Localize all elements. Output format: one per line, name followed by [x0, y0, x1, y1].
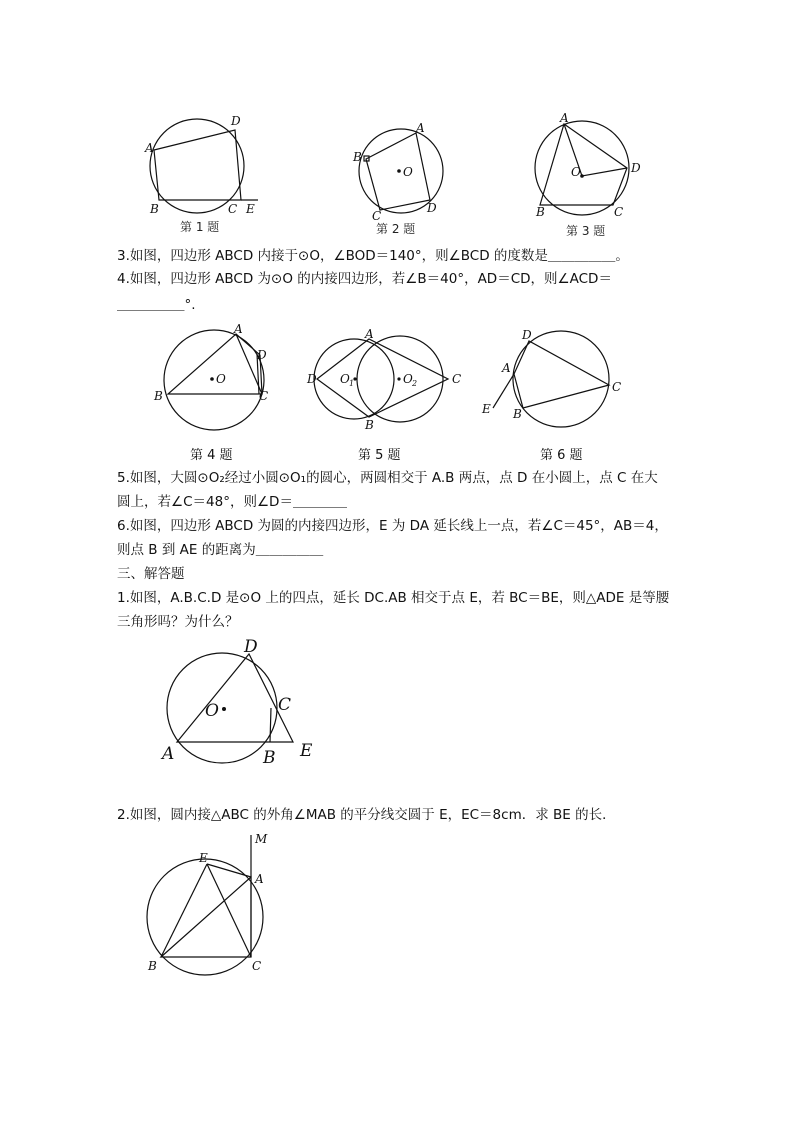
question-6-line-1: 6.如图，四边形 ABCD 为圆的内接四边形，E 为 DA 延长线上一点，若∠C＝45°，AB＝4， [117, 518, 668, 534]
fig2-label-a: A [416, 121, 425, 135]
figure-5-center-o2 [397, 377, 400, 380]
fig5-label-c: C [452, 372, 462, 386]
figure-4-svg [150, 322, 280, 432]
figure-5 [305, 327, 465, 432]
fig4-label-a: A [234, 322, 243, 336]
fig2-label-o: O [403, 165, 413, 179]
fig5-label-o1: O [340, 372, 350, 386]
question-3: 3.如图，四边形 ABCD 内接于⊙O，∠BOD＝140°，则∠BCD 的度数是＿＿＿＿＿。 [117, 248, 629, 264]
fig8-label-a: A [255, 872, 264, 886]
answer-question-1-line-1: 1.如图，A.B.C.D 是⊙O 上的四点，延长 DC.AB 相交于点 E，若 BC＝BE，则△ADE 是等腰 [117, 590, 670, 606]
fig7-label-b: B [263, 748, 276, 768]
fig3-label-o: O [571, 165, 581, 179]
figure-6-svg [478, 325, 628, 425]
question-4-line-2: ＿＿＿＿＿°. [117, 297, 196, 313]
figure-3-svg [530, 112, 650, 222]
fig4-label-o: O [216, 372, 226, 386]
figure-8-triangle-abc [161, 877, 251, 957]
question-5-line-2: 圆上，若∠C＝48°，则∠D＝＿＿＿＿ [117, 494, 347, 510]
figure-7-circle [167, 653, 277, 763]
fig6-label-d: D [522, 328, 532, 342]
section-title: 三、解答题 [117, 566, 185, 582]
fig1-label-e: E [246, 202, 255, 216]
answer-question-2: 2.如图，圆内接△ABC 的外角∠MAB 的平分线交圆于 E，EC＝8cm．求 BE 的长． [117, 807, 616, 823]
fig8-label-b: B [148, 959, 157, 973]
question-4-line-1: 4.如图，四边形 ABCD 为⊙O 的内接四边形，若∠B＝40°，AD＝CD，则∠ACD＝ [117, 271, 612, 287]
question-6-line-2: 则点 B 到 AE 的距离为＿＿＿＿＿ [117, 542, 324, 558]
fig5-label-d: D [307, 372, 317, 386]
figure-7-segment-bc [270, 708, 271, 742]
figure-8 [140, 830, 280, 980]
figure-1-circle [150, 119, 244, 213]
fig1-label-a: A [145, 141, 154, 155]
fig1-label-d: D [231, 114, 241, 128]
figure-7 [160, 632, 330, 772]
fig4-label-c: C [259, 389, 269, 403]
fig5-label-b: B [365, 418, 374, 432]
fig3-label-c: C [614, 205, 624, 219]
fig5-label-a: A [365, 327, 374, 341]
fig8-label-c: C [252, 959, 262, 973]
caption-fig3: 第 3 题 [566, 224, 606, 238]
figure-1-svg [140, 108, 270, 218]
fig2-label-b: B [353, 150, 362, 164]
fig3-label-b: B [536, 205, 545, 219]
caption-fig1: 第 1 题 [180, 220, 220, 234]
fig4-label-d: D [257, 348, 267, 362]
figure-7-center-dot [222, 707, 226, 711]
fig4-label-b: B [154, 389, 163, 403]
figure-4-center-dot [210, 377, 214, 381]
figure-2 [350, 120, 450, 223]
fig8-label-m: M [255, 832, 268, 846]
figure-8-segment-ea [207, 864, 251, 877]
fig6-label-b: B [513, 407, 522, 421]
figure-4 [150, 322, 280, 432]
fig2-label-c: C [372, 209, 382, 223]
fig6-label-e: E [482, 402, 491, 416]
fig7-label-c: C [278, 695, 292, 715]
fig6-label-a: A [502, 361, 511, 375]
fig6-label-c: C [612, 380, 622, 394]
figure-8-segment-be [161, 864, 207, 957]
answer-question-1-line-2: 三角形吗？为什么？ [117, 614, 239, 630]
figure-6-quadrilateral [514, 341, 609, 408]
fig5-label-o1-sub: 1 [349, 379, 355, 388]
caption-fig4: 第 4 题 [190, 448, 233, 463]
figure-6-extension-ae [493, 374, 514, 408]
figure-3 [530, 112, 650, 222]
fig5-label-o2: O [403, 372, 413, 386]
caption-fig5: 第 5 题 [358, 448, 401, 463]
fig7-label-e: E [300, 741, 313, 761]
fig2-label-d: D [427, 201, 437, 215]
fig1-label-c: C [228, 202, 238, 216]
figure-1-quadrilateral [154, 130, 241, 200]
figure-2-svg [350, 120, 450, 223]
caption-fig6: 第 6 题 [540, 448, 583, 463]
fig3-label-a: A [560, 111, 569, 125]
question-5-line-1: 5.如图，大圆⊙O₂经过小圆⊙O₁的圆心，两圆相交于 A.B 两点，点 D 在小圆上，点 C 在大 [117, 470, 658, 486]
figure-3-quadrilateral [540, 124, 627, 205]
fig5-label-o2-sub: 2 [412, 379, 418, 388]
figure-1 [140, 108, 270, 218]
figure-5-svg [305, 327, 465, 432]
figure-8-svg [140, 830, 280, 980]
caption-fig2: 第 2 题 [376, 222, 416, 236]
fig3-label-d: D [631, 161, 641, 175]
figure-6 [478, 325, 628, 425]
fig7-label-a: A [162, 744, 175, 764]
figure-7-svg [160, 632, 330, 772]
fig8-label-e: E [199, 851, 208, 865]
fig7-label-o: O [205, 701, 219, 721]
figure-2-center-dot [397, 169, 401, 173]
fig1-label-b: B [150, 202, 159, 216]
fig7-label-d: D [244, 637, 258, 657]
